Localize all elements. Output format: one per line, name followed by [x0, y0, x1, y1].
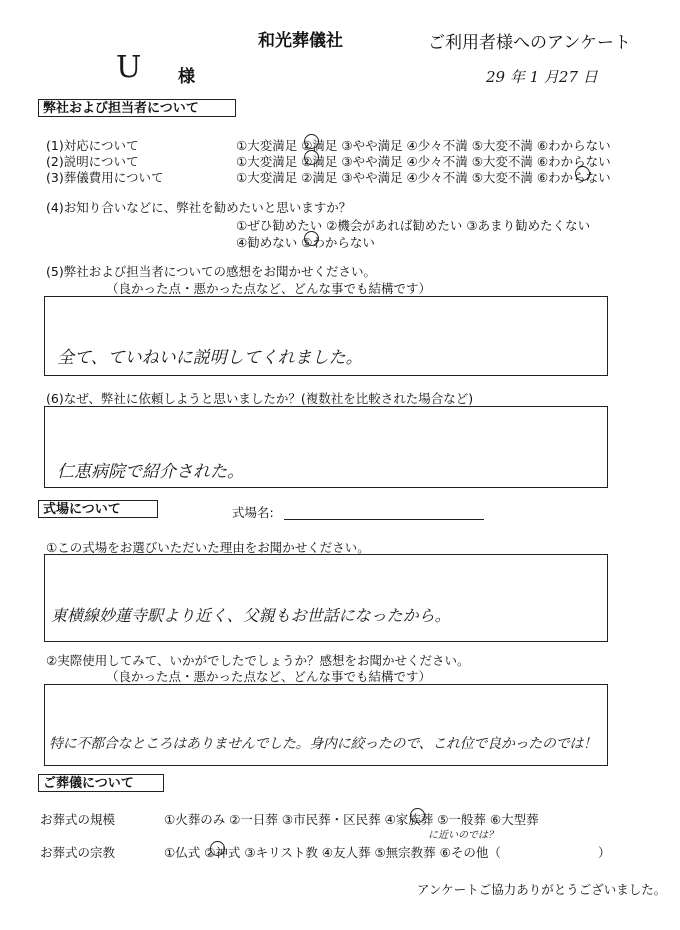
q2-label: (2)説明について	[46, 154, 139, 169]
funeral-scale-note: に近いのでは？	[428, 830, 498, 841]
q5-label: (5)弊社および担当者についての感想をお聞かせください。	[46, 264, 376, 279]
answer-mark-religion	[210, 841, 225, 856]
q6-answer-box	[44, 406, 608, 488]
answer-mark-q1	[304, 134, 319, 149]
q5-answer: 全て、ていねいに説明してくれました。	[57, 348, 363, 368]
q5-answer-box	[44, 296, 608, 376]
funeral-religion-options: ①仏式 ②神式 ③キリスト教 ④友人葬 ⑤無宗教葬 ⑥その他（	[164, 845, 501, 860]
section-venue-title: 式場について	[38, 500, 158, 518]
section-company-title: 弊社および担当者について	[38, 99, 236, 117]
q3-options: ①大変満足 ②満足 ③やや満足 ④少々不満 ⑤大変不満 ⑥わからない	[236, 170, 611, 185]
honorific: 様	[178, 67, 195, 87]
answer-mark-q3	[575, 166, 590, 181]
q4-options-line2: ④勧めない ⑤わからない	[236, 235, 375, 250]
venue-name-label: 式場名:	[232, 505, 274, 520]
q4-label: (4)お知り合いなどに、弊社を勧めたいと思いますか？	[46, 200, 352, 215]
funeral-scale-options: ①火葬のみ ②一日葬 ③市民葬・区民葬 ④家族葬 ⑤一般葬 ⑥大型葬	[164, 812, 539, 827]
q3-label: (3)葬儀費用について	[46, 170, 164, 185]
venue-q1-label: ①この式場をお選びいただいた理由をお聞かせください。	[46, 540, 370, 555]
answer-mark-scale	[410, 808, 425, 823]
venue-q2-label: ②実際使用してみて、いかがでしたでしょうか？感想をお聞かせください。	[46, 653, 470, 668]
funeral-religion-label: お葬式の宗教	[40, 845, 116, 860]
q6-answer: 仁恵病院で紹介された。	[57, 462, 244, 482]
survey-title: ご利用者様へのアンケート	[428, 33, 631, 53]
q4-options-line1: ①ぜひ勧めたい ②機会があれば勧めたい ③あまり勧めたくない	[236, 218, 591, 233]
section-funeral-title: ご葬儀について	[38, 774, 164, 792]
footer-thanks: アンケートご協力ありがとうございました。	[417, 882, 667, 897]
funeral-scale-label: お葬式の規模	[40, 812, 116, 827]
venue-q1-answer: 東横線妙蓮寺駅より近く、父親もお世話になったから。	[51, 606, 451, 625]
q6-label: (6)なぜ、弊社に依頼しようと思いましたか？(複数社を比較された場合など)	[46, 391, 474, 406]
q5-sublabel: （良かった点・悪かった点など、どんな事でも結構です）	[106, 281, 432, 296]
q2-options: ①大変満足 ②満足 ③やや満足 ④少々不満 ⑤大変不満 ⑥わからない	[236, 154, 611, 169]
venue-q2-answer: 特に不都合なところはありませんでした。身内に絞ったので、これ位で良かったのでは！	[49, 736, 597, 752]
q1-options: ①大変満足 ②満足 ③やや満足 ④少々不満 ⑤大変不満 ⑥わからない	[236, 138, 611, 153]
venue-q2-answer-box	[44, 684, 608, 766]
religion-other-close: ）	[598, 845, 611, 860]
venue-q1-answer-box	[44, 554, 608, 642]
venue-q2-sublabel: （良かった点・悪かった点など、どんな事でも結構です）	[106, 669, 432, 684]
answer-mark-q4	[304, 231, 319, 246]
company-name: 和光葬儀社	[258, 31, 343, 51]
venue-name-line	[284, 519, 484, 520]
customer-initial: U	[116, 50, 142, 85]
survey-date: 29 年 1 月27 日	[486, 68, 598, 86]
answer-mark-q2	[304, 150, 319, 165]
q1-label: (1)対応について	[46, 138, 139, 153]
